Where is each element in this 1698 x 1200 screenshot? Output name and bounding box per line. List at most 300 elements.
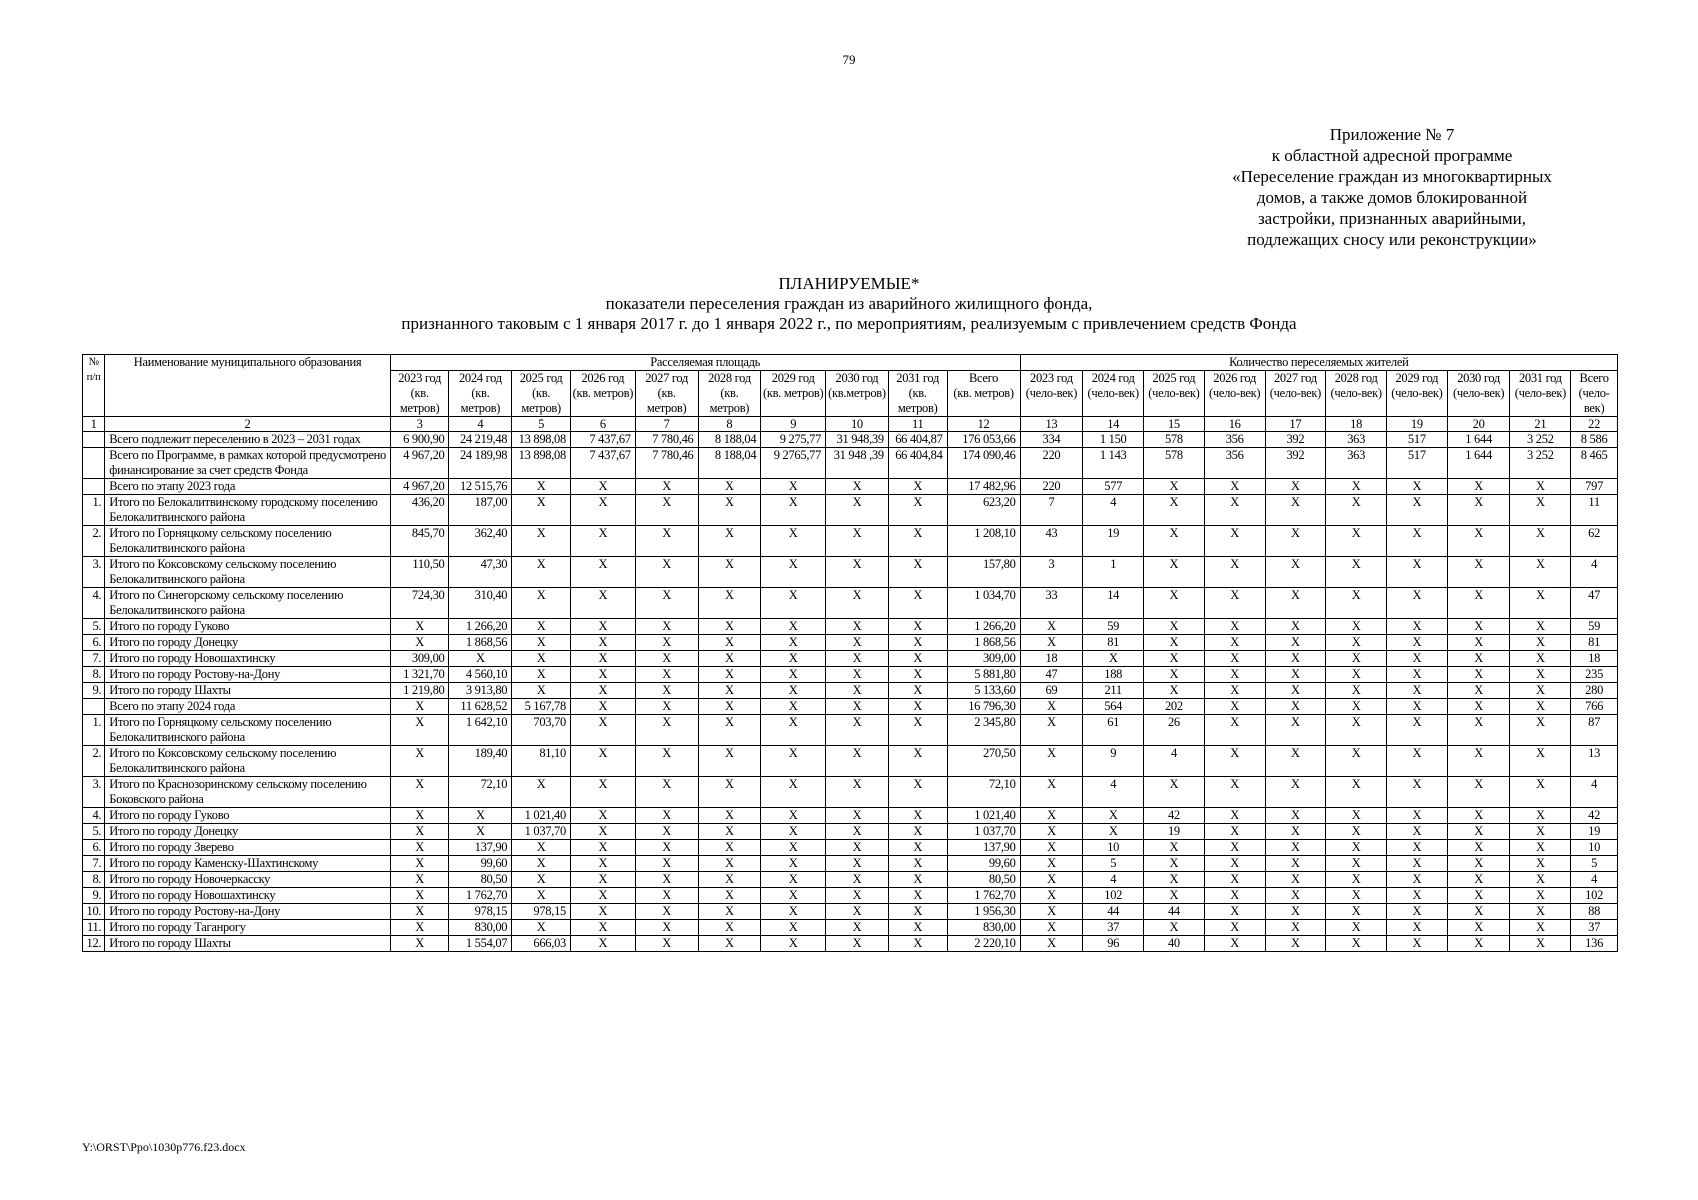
area-cell: X [761, 746, 826, 777]
residents-cell: X [1326, 526, 1387, 557]
residents-cell: X [1510, 808, 1571, 824]
row-name: Итого по городу Гуково [105, 808, 391, 824]
residents-cell: X [1204, 479, 1265, 495]
row-name: Итого по Белокалитвинскому городскому поселению Белокалитвинского района [105, 495, 391, 526]
area-cell: 1 321,70 [390, 667, 449, 683]
residents-cell: X [1386, 635, 1447, 651]
residents-cell: X [1265, 872, 1326, 888]
area-cell: X [888, 777, 947, 808]
row-number [83, 699, 105, 715]
column-number-cell: 6 [570, 417, 635, 432]
residents-cell: X [1386, 495, 1447, 526]
residents-cell: X [1020, 856, 1083, 872]
header-year-label: 2026 год [1213, 371, 1257, 385]
residents-cell: X [1386, 936, 1447, 952]
area-cell: X [826, 557, 889, 588]
residents-cell: 4 [1571, 557, 1618, 588]
area-cell: X [635, 936, 698, 952]
column-number-cell: 14 [1083, 417, 1144, 432]
area-cell: X [698, 651, 761, 667]
area-cell: X [888, 495, 947, 526]
residents-cell: X [1386, 699, 1447, 715]
area-cell: 110,50 [390, 557, 449, 588]
residents-cell: X [1020, 808, 1083, 824]
area-cell: X [826, 904, 889, 920]
area-cell: X [570, 526, 635, 557]
area-cell: X [390, 777, 449, 808]
row-name: Итого по городу Таганрогу [105, 920, 391, 936]
residents-cell: X [1386, 479, 1447, 495]
residents-cell: X [1447, 888, 1510, 904]
area-cell: X [570, 856, 635, 872]
column-number-cell: 1 [83, 417, 105, 432]
area-cell: X [826, 619, 889, 635]
area-cell: 4 967,20 [390, 448, 449, 479]
area-cell: X [888, 840, 947, 856]
header-residents-year [1447, 371, 1510, 417]
area-cell: X [635, 746, 698, 777]
area-cell: X [826, 936, 889, 952]
area-cell: 9 275,77 [761, 432, 826, 448]
area-cell: X [390, 856, 449, 872]
area-cell: X [512, 872, 571, 888]
residents-cell: X [1510, 619, 1571, 635]
row-number: 4. [83, 588, 105, 619]
residents-cell: X [1510, 840, 1571, 856]
header-year-label: 2029 год [1395, 371, 1439, 385]
residents-cell: X [1386, 872, 1447, 888]
residents-cell: 102 [1571, 888, 1618, 904]
header-unit-label: (кв. метров) [646, 386, 687, 415]
area-cell: 13 898,08 [512, 432, 571, 448]
area-cell: X [761, 557, 826, 588]
table-body [83, 417, 1618, 952]
area-cell: 99,60 [449, 856, 512, 872]
residents-cell: X [1020, 920, 1083, 936]
column-number-cell: 7 [635, 417, 698, 432]
area-cell: X [512, 856, 571, 872]
residents-cell: X [1265, 808, 1326, 824]
residents-cell: X [1326, 872, 1387, 888]
area-cell: X [390, 872, 449, 888]
area-cell: X [888, 856, 947, 872]
residents-cell: 363 [1326, 432, 1387, 448]
row-number: 1. [83, 495, 105, 526]
area-cell: X [698, 746, 761, 777]
area-cell: X [888, 588, 947, 619]
area-cell: 1 037,70 [512, 824, 571, 840]
residents-cell: X [1204, 920, 1265, 936]
area-cell: 137,90 [947, 840, 1020, 856]
header-unit-label: (кв.метров) [828, 386, 886, 400]
area-cell: X [635, 715, 698, 746]
residents-cell: 9 [1083, 746, 1144, 777]
area-cell: X [570, 904, 635, 920]
residents-cell: X [1020, 840, 1083, 856]
header-residents-year [1144, 371, 1205, 417]
area-cell: 978,15 [512, 904, 571, 920]
area-cell: X [826, 777, 889, 808]
residents-cell: 392 [1265, 432, 1326, 448]
area-cell: X [570, 840, 635, 856]
residents-cell: X [1020, 824, 1083, 840]
column-number-cell: 4 [449, 417, 512, 432]
header-year-label: 2029 год [771, 371, 815, 385]
area-cell: X [888, 872, 947, 888]
residents-cell: 334 [1020, 432, 1083, 448]
area-cell: X [698, 495, 761, 526]
residents-cell: X [1510, 651, 1571, 667]
area-cell: 3 913,80 [449, 683, 512, 699]
residents-cell: X [1265, 936, 1326, 952]
row-number: 11. [83, 920, 105, 936]
residents-cell: X [1386, 651, 1447, 667]
residents-cell: X [1144, 856, 1205, 872]
area-cell: X [698, 888, 761, 904]
row-number: 1. [83, 715, 105, 746]
area-cell: X [761, 479, 826, 495]
column-number-cell: 21 [1510, 417, 1571, 432]
area-cell: 1 554,07 [449, 936, 512, 952]
residents-cell: X [1510, 872, 1571, 888]
area-cell: X [698, 479, 761, 495]
header-year-label: 2027 год [1273, 371, 1317, 385]
residents-cell: X [1386, 746, 1447, 777]
area-cell: X [449, 651, 512, 667]
residents-cell: 33 [1020, 588, 1083, 619]
header-unit-label: (кв. метров) [709, 386, 750, 415]
area-cell: X [761, 715, 826, 746]
column-number-cell: 16 [1204, 417, 1265, 432]
residents-cell: X [1020, 777, 1083, 808]
area-cell: X [698, 777, 761, 808]
area-cell: 16 796,30 [947, 699, 1020, 715]
residents-cell: X [1204, 777, 1265, 808]
area-cell: X [698, 808, 761, 824]
area-cell: X [761, 936, 826, 952]
residents-cell: X [1204, 683, 1265, 699]
area-cell: X [570, 683, 635, 699]
residents-cell: 797 [1571, 479, 1618, 495]
header-unit-label: (чело-век) [1578, 386, 1610, 415]
area-cell: X [888, 808, 947, 824]
row-name: Итого по Синегорскому сельскому поселению Белокалитвинского района [105, 588, 391, 619]
residents-cell: 1 [1083, 557, 1144, 588]
residents-cell: X [1265, 635, 1326, 651]
area-cell: X [826, 824, 889, 840]
residents-cell: X [1144, 683, 1205, 699]
residents-cell: X [1326, 746, 1387, 777]
column-number-cell: 19 [1386, 417, 1447, 432]
area-cell: X [761, 920, 826, 936]
area-cell: 72,10 [449, 777, 512, 808]
area-cell: X [570, 888, 635, 904]
residents-cell: 42 [1144, 808, 1205, 824]
table-row [83, 715, 1618, 746]
residents-cell: X [1020, 888, 1083, 904]
area-cell: 47,30 [449, 557, 512, 588]
residents-cell: 363 [1326, 448, 1387, 479]
area-cell: 309,00 [390, 651, 449, 667]
area-cell: X [512, 495, 571, 526]
residents-cell: 4 [1571, 872, 1618, 888]
residents-cell: 11 [1571, 495, 1618, 526]
area-cell: X [635, 619, 698, 635]
area-cell: 80,50 [947, 872, 1020, 888]
header-year-label: Всего [1579, 371, 1609, 385]
area-cell: 8 188,04 [698, 448, 761, 479]
area-cell: X [635, 856, 698, 872]
header-area-group: Расселяемая площадь [390, 355, 1020, 371]
area-cell: X [390, 699, 449, 715]
area-cell: 11 628,52 [449, 699, 512, 715]
area-cell: X [570, 936, 635, 952]
residents-cell: 87 [1571, 715, 1618, 746]
residents-cell: X [1204, 526, 1265, 557]
residents-cell: X [1144, 635, 1205, 651]
area-cell: X [761, 495, 826, 526]
column-number-cell: 20 [1447, 417, 1510, 432]
residents-cell: X [1510, 856, 1571, 872]
residents-cell: X [1265, 904, 1326, 920]
area-cell: 309,00 [947, 651, 1020, 667]
area-cell: X [826, 683, 889, 699]
row-name: Итого по Краснозоринскому сельскому поселению Боковского района [105, 777, 391, 808]
residents-cell: 81 [1083, 635, 1144, 651]
table-row [83, 746, 1618, 777]
residents-cell: X [1386, 619, 1447, 635]
table-row [83, 635, 1618, 651]
area-cell: X [761, 777, 826, 808]
residents-cell: 3 [1020, 557, 1083, 588]
residents-cell: X [1447, 651, 1510, 667]
row-number: 8. [83, 872, 105, 888]
row-name: Итого по городу Ростову-на-Дону [105, 667, 391, 683]
area-cell: 978,15 [449, 904, 512, 920]
residents-cell: 202 [1144, 699, 1205, 715]
residents-cell: X [1204, 904, 1265, 920]
residents-cell: X [1326, 920, 1387, 936]
area-cell: X [761, 699, 826, 715]
header-year-label: 2031 год [1518, 371, 1562, 385]
residents-cell: 69 [1020, 683, 1083, 699]
residents-cell: 96 [1083, 936, 1144, 952]
area-cell: X [826, 495, 889, 526]
residents-cell: X [1386, 777, 1447, 808]
residents-cell: 8 465 [1571, 448, 1618, 479]
header-area-year [570, 371, 635, 417]
row-number: 6. [83, 635, 105, 651]
residents-cell: X [1447, 479, 1510, 495]
area-cell: 4 560,10 [449, 667, 512, 683]
residents-cell: X [1326, 840, 1387, 856]
area-cell: X [888, 619, 947, 635]
area-cell: X [635, 651, 698, 667]
residents-cell: 4 [1144, 746, 1205, 777]
residents-cell: 4 [1083, 872, 1144, 888]
residents-cell: 188 [1083, 667, 1144, 683]
residents-cell: X [1265, 667, 1326, 683]
area-cell: X [635, 557, 698, 588]
table-row [83, 888, 1618, 904]
area-cell: X [698, 526, 761, 557]
row-number: 8. [83, 667, 105, 683]
residents-cell: X [1510, 588, 1571, 619]
residents-cell: 136 [1571, 936, 1618, 952]
residents-cell: X [1510, 715, 1571, 746]
area-cell: 5 167,78 [512, 699, 571, 715]
residents-cell: X [1265, 588, 1326, 619]
area-cell: 4 967,20 [390, 479, 449, 495]
residents-cell: X [1447, 715, 1510, 746]
area-cell: 845,70 [390, 526, 449, 557]
residents-cell: 42 [1571, 808, 1618, 824]
area-cell: X [390, 808, 449, 824]
area-cell: 1 021,40 [947, 808, 1020, 824]
area-cell: 187,00 [449, 495, 512, 526]
header-year-label: 2031 год [896, 371, 940, 385]
row-number: 5. [83, 619, 105, 635]
header-year-label: 2023 год [398, 371, 442, 385]
header-unit-label: (чело-век) [1391, 386, 1443, 400]
area-cell: X [512, 840, 571, 856]
residents-cell: 19 [1571, 824, 1618, 840]
header-year-label: 2026 год [581, 371, 625, 385]
residents-cell: 62 [1571, 526, 1618, 557]
area-cell: 724,30 [390, 588, 449, 619]
area-cell: X [761, 635, 826, 651]
area-cell: X [570, 872, 635, 888]
row-name: Итого по городу Новошахтинску [105, 888, 391, 904]
area-cell: X [390, 635, 449, 651]
row-number: 12. [83, 936, 105, 952]
header-year-label: 2024 год [458, 371, 502, 385]
area-cell: X [698, 588, 761, 619]
area-cell: 5 881,80 [947, 667, 1020, 683]
residents-cell: 564 [1083, 699, 1144, 715]
residents-cell: X [1204, 557, 1265, 588]
area-cell: 24 189,98 [449, 448, 512, 479]
residents-cell: X [1447, 635, 1510, 651]
area-cell: X [826, 888, 889, 904]
residents-cell: X [1386, 920, 1447, 936]
residents-cell: 81 [1571, 635, 1618, 651]
residents-cell: X [1510, 936, 1571, 952]
residents-cell: 517 [1386, 432, 1447, 448]
row-name: Всего по Программе, в рамках которой предусмотрено финансирование за счет средств Фонда [105, 448, 391, 479]
residents-cell: X [1144, 651, 1205, 667]
residents-cell: X [1386, 808, 1447, 824]
residents-cell: X [1204, 856, 1265, 872]
area-cell: X [888, 824, 947, 840]
area-cell: 1 219,80 [390, 683, 449, 699]
area-cell: 80,50 [449, 872, 512, 888]
residents-cell: X [1204, 651, 1265, 667]
residents-cell: X [1204, 715, 1265, 746]
resettlement-table-wrap [82, 354, 1618, 952]
residents-cell: X [1144, 667, 1205, 683]
area-cell: 174 090,46 [947, 448, 1020, 479]
title-line-2: показатели переселения граждан из аварийного жилищного фонда, [605, 294, 1093, 313]
residents-cell: 356 [1204, 432, 1265, 448]
header-unit-label: (чело-век) [1209, 386, 1261, 400]
header-unit-label: (чело-век) [1330, 386, 1382, 400]
header-year-label: 2023 год [1030, 371, 1073, 385]
column-number-cell: 17 [1265, 417, 1326, 432]
area-cell: 66 404,84 [888, 448, 947, 479]
residents-cell: X [1265, 888, 1326, 904]
area-cell: 7 437,67 [570, 448, 635, 479]
residents-cell: X [1447, 824, 1510, 840]
area-cell: X [512, 479, 571, 495]
row-number: 6. [83, 840, 105, 856]
area-cell: 157,80 [947, 557, 1020, 588]
area-cell: X [635, 526, 698, 557]
row-number [83, 432, 105, 448]
area-cell: X [888, 920, 947, 936]
residents-cell: X [1386, 824, 1447, 840]
area-cell: X [761, 840, 826, 856]
area-cell: X [826, 667, 889, 683]
area-cell: X [888, 526, 947, 557]
residents-cell: 356 [1204, 448, 1265, 479]
area-cell: 270,50 [947, 746, 1020, 777]
area-cell: X [698, 619, 761, 635]
column-number-cell: 9 [761, 417, 826, 432]
header-unit-label: (чело-век) [1452, 386, 1505, 400]
residents-cell: 19 [1083, 526, 1144, 557]
residents-cell: X [1510, 920, 1571, 936]
header-unit-label: (кв. метров) [460, 386, 501, 415]
residents-cell: 1 150 [1083, 432, 1144, 448]
residents-cell: X [1447, 667, 1510, 683]
area-cell: 72,10 [947, 777, 1020, 808]
residents-cell: X [1204, 936, 1265, 952]
header-unit-label: (кв. метров) [897, 386, 938, 415]
residents-cell: 280 [1571, 683, 1618, 699]
area-cell: 6 900,90 [390, 432, 449, 448]
area-cell: X [512, 888, 571, 904]
residents-cell: X [1510, 526, 1571, 557]
residents-cell: 4 [1083, 777, 1144, 808]
residents-cell: X [1265, 526, 1326, 557]
residents-cell: X [1326, 888, 1387, 904]
area-cell: X [826, 920, 889, 936]
row-number: 4. [83, 808, 105, 824]
table-row [83, 448, 1618, 479]
document-title [0, 274, 1698, 334]
residents-cell: X [1510, 699, 1571, 715]
residents-cell: X [1386, 840, 1447, 856]
row-name: Всего по этапу 2023 года [105, 479, 391, 495]
area-cell: X [698, 683, 761, 699]
area-cell: 5 133,60 [947, 683, 1020, 699]
area-cell: 703,70 [512, 715, 571, 746]
residents-cell: X [1265, 840, 1326, 856]
area-cell: X [826, 699, 889, 715]
row-name: Итого по городу Донецку [105, 824, 391, 840]
area-cell: X [512, 777, 571, 808]
residents-cell: X [1447, 588, 1510, 619]
area-cell: 7 780,46 [635, 448, 698, 479]
area-cell: X [512, 588, 571, 619]
appendix-line: подлежащих сносу или реконструкции» [1247, 230, 1537, 249]
residents-cell: 766 [1571, 699, 1618, 715]
area-cell: X [570, 651, 635, 667]
residents-cell: X [1204, 872, 1265, 888]
table-row [83, 432, 1618, 448]
row-name: Итого по городу Донецку [105, 635, 391, 651]
